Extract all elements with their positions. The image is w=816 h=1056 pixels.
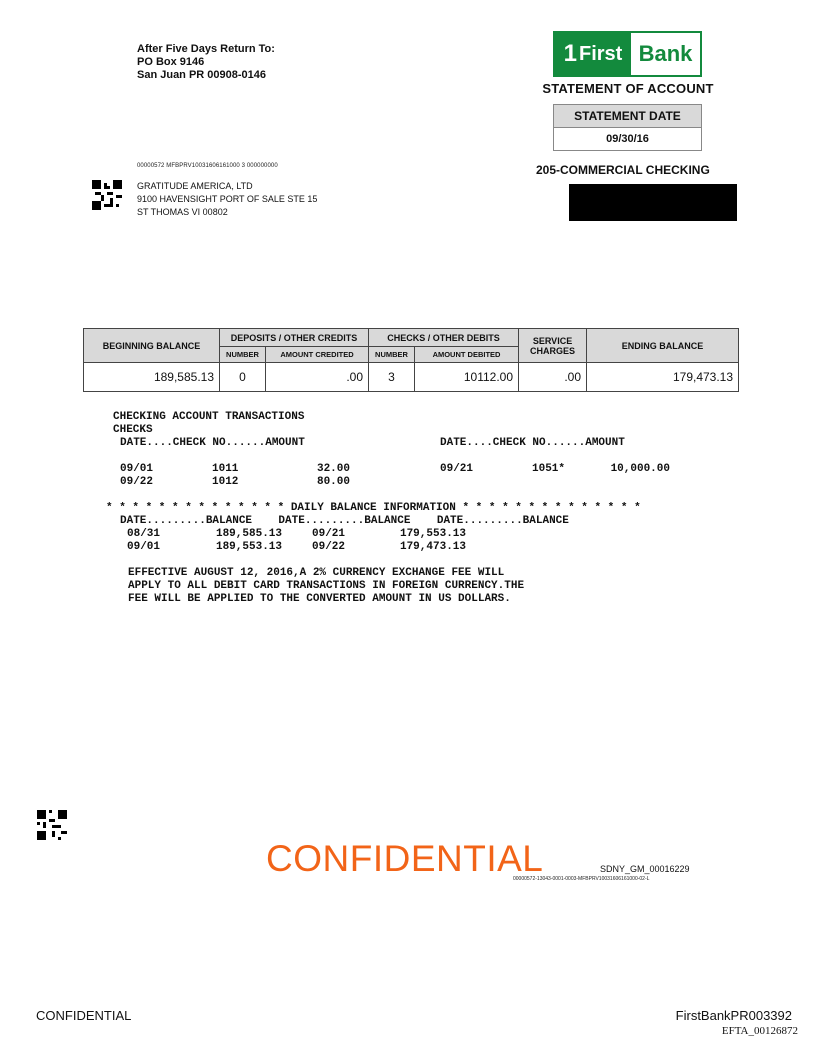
balance-amount: 189,585.13 — [215, 528, 282, 540]
statement-date-box — [553, 104, 702, 151]
daily-balance-title: * * * * * * * * * * * * * * DAILY BALANCE INFORMATION * * * * * * * * * * * * * * — [106, 502, 641, 514]
customer-city: ST THOMAS VI 00802 — [137, 207, 228, 217]
customer-name: GRATITUDE AMERICA, LTD — [137, 181, 253, 191]
notice-line: EFFECTIVE AUGUST 12, 2016,A 2% CURRENCY EXCHANGE FEE WILL — [128, 567, 505, 579]
return-heading: After Five Days Return To: — [137, 43, 275, 55]
check-amount: 32.00 — [316, 463, 350, 475]
notice-line: FEE WILL BE APPLIED TO THE CONVERTED AMOUNT IN US DOLLARS. — [128, 593, 511, 605]
header-service-charges: SERVICE CHARGES — [519, 329, 587, 363]
check-number: 1011 — [212, 463, 239, 475]
deposits-number: 0 — [220, 363, 266, 392]
balance-date: 08/31 — [127, 528, 161, 540]
header-check-number: NUMBER — [369, 347, 415, 363]
checks-number: 3 — [369, 363, 415, 392]
ending-balance: 179,473.13 — [587, 363, 739, 392]
notice-line: APPLY TO ALL DEBIT CARD TRANSACTIONS IN FOREIGN CURRENCY.THE — [128, 580, 525, 592]
qr-code-icon — [92, 180, 122, 210]
balance-date: 09/01 — [127, 541, 161, 553]
check-number: 1012 — [212, 476, 239, 488]
statement-date: 09/30/16 — [606, 133, 649, 145]
account-summary-table — [83, 328, 739, 392]
check-date: 09/21 — [440, 463, 474, 475]
return-address — [137, 43, 275, 82]
redaction-box — [569, 184, 737, 221]
bates-number: SDNY_GM_00016229 — [600, 864, 690, 874]
check-amount: 80.00 — [316, 476, 350, 488]
beginning-balance: 189,585.13 — [84, 363, 220, 392]
balance-date: 09/22 — [312, 541, 346, 553]
statement-date-label: STATEMENT DATE — [554, 105, 701, 128]
firstbank-id: FirstBankPR003392 — [675, 1008, 792, 1023]
mailing-address — [137, 180, 317, 219]
check-date: 09/01 — [120, 463, 154, 475]
customer-street: 9100 HAVENSIGHT PORT OF SALE STE 15 — [137, 194, 318, 204]
account-type: 205-COMMERCIAL CHECKING — [536, 163, 710, 177]
header-amount-credited: AMOUNT CREDITED — [266, 347, 369, 363]
confidential-label: CONFIDENTIAL — [36, 1008, 132, 1023]
summary-row — [84, 363, 739, 392]
amount-credited: .00 — [266, 363, 369, 392]
logo-first: First — [579, 42, 623, 65]
bank-logo — [553, 31, 702, 77]
checks-header-left: DATE....CHECK NO......AMOUNT — [120, 437, 305, 449]
check-amount: 10,000.00 — [610, 463, 670, 475]
document-code: 00000572-13043-0001-0003-MFBPRV10031606161000-02-L — [513, 876, 650, 882]
return-city: San Juan PR 00908-0146 — [137, 69, 267, 81]
return-po-box: PO Box 9146 — [137, 56, 205, 68]
header-ending-balance: ENDING BALANCE — [587, 329, 739, 363]
confidential-stamp: CONFIDENTIAL — [266, 838, 544, 879]
checks-section-label: CHECKS — [113, 424, 153, 436]
header-deposit-number: NUMBER — [220, 347, 266, 363]
header-amount-debited: AMOUNT DEBITED — [415, 347, 519, 363]
header-checks: CHECKS / OTHER DEBITS — [369, 329, 519, 347]
daily-balance-header: DATE.........BALANCE DATE.........BALANCE DATE.........BALANCE — [120, 515, 569, 527]
mailing-barcode-line: 00000572 MFBPRV10031606161000 3 000000000 — [137, 163, 278, 169]
check-number: 1051* — [532, 463, 566, 475]
check-date: 09/22 — [120, 476, 154, 488]
checks-header-right: DATE....CHECK NO......AMOUNT — [440, 437, 625, 449]
efta-id: EFTA_00126872 — [721, 1025, 798, 1037]
statement-title: STATEMENT OF ACCOUNT — [542, 81, 714, 96]
logo-bank: Bank — [631, 33, 700, 75]
header-beginning-balance: BEGINNING BALANCE — [84, 329, 220, 363]
balance-amount: 189,553.13 — [215, 541, 282, 553]
logo-number: 1 — [563, 40, 577, 67]
amount-debited: 10112.00 — [415, 363, 519, 392]
balance-amount: 179,553.13 — [399, 528, 466, 540]
transactions-title: CHECKING ACCOUNT TRANSACTIONS — [113, 411, 305, 423]
logo-first-panel — [555, 33, 631, 75]
balance-amount: 179,473.13 — [399, 541, 466, 553]
qr-code-icon — [37, 810, 67, 840]
balance-date: 09/21 — [312, 528, 346, 540]
service-charges: .00 — [519, 363, 587, 392]
header-deposits: DEPOSITS / OTHER CREDITS — [220, 329, 369, 347]
